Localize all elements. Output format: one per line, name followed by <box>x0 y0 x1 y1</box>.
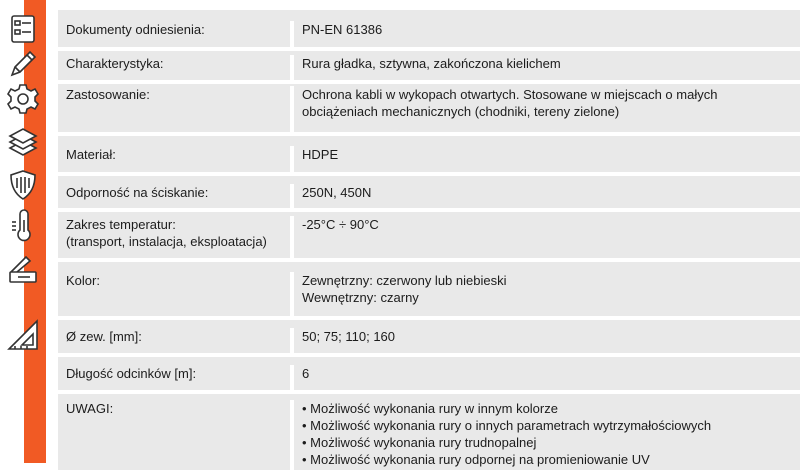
row-value: PN-EN 61386 <box>290 21 800 47</box>
row-value: Zewnętrzny: czerwony lub niebieski Wewnętrzny: czarny <box>290 272 800 316</box>
notes-label: UWAGI: <box>66 401 114 416</box>
row-value: 250N, 450N <box>290 184 800 208</box>
table-row <box>58 136 800 172</box>
table-row <box>58 10 800 47</box>
list-item: • Możliwość wykonania rury o innych parametrach wytrzymałościowych <box>302 417 792 434</box>
list-item: • Możliwość wykonania rury odpornej na promieniowanie UV <box>302 451 792 468</box>
table-row <box>58 84 800 132</box>
list-item: • Możliwość wykonania rury w innym kolorze <box>302 400 792 417</box>
row-label: Zastosowanie: <box>66 87 150 102</box>
row-value: Rura gładka, sztywna, zakończona kielichem <box>290 55 800 80</box>
table-row <box>58 262 800 316</box>
notes-value <box>290 400 800 470</box>
set-square-icon <box>6 318 40 352</box>
row-value: -25°C ÷ 90°C <box>290 216 800 258</box>
document-list-icon <box>6 12 40 46</box>
notes-list <box>302 400 792 468</box>
layers-icon <box>6 126 40 160</box>
scanner-icon <box>6 252 40 286</box>
specification-table <box>58 10 800 470</box>
shield-icon <box>6 168 40 202</box>
list-item: • Możliwość wykonania rury trudnopalnej <box>302 434 792 451</box>
gear-icon <box>6 82 40 116</box>
table-row <box>58 212 800 258</box>
sidebar <box>0 0 46 463</box>
thermometer-icon <box>6 208 40 242</box>
row-label: Odporność na ściskanie: <box>66 185 209 200</box>
pencil-icon <box>6 47 40 81</box>
row-label: Dokumenty odniesienia: <box>66 22 205 37</box>
row-label: Materiał: <box>66 147 116 162</box>
row-label: Zakres temperatur: (transport, instalacja, eksploatacja) <box>66 217 267 249</box>
table-row <box>58 357 800 390</box>
row-label: Kolor: <box>66 273 100 288</box>
table-row <box>58 51 800 80</box>
row-value: 50; 75; 110; 160 <box>290 328 800 353</box>
row-label: Ø zew. [mm]: <box>66 329 142 344</box>
table-row <box>58 176 800 208</box>
row-label: Charakterystyka: <box>66 56 164 71</box>
row-value: HDPE <box>290 146 800 172</box>
table-row <box>58 320 800 353</box>
row-label: Długość odcinków [m]: <box>66 366 197 381</box>
row-value: 6 <box>290 365 800 390</box>
table-row-notes <box>58 394 800 470</box>
row-value: Ochrona kabli w wykopach otwartych. Stosowane w miejscach o małych obciążeniach mechanicznych (chodniki, tereny zielone) <box>290 86 800 132</box>
